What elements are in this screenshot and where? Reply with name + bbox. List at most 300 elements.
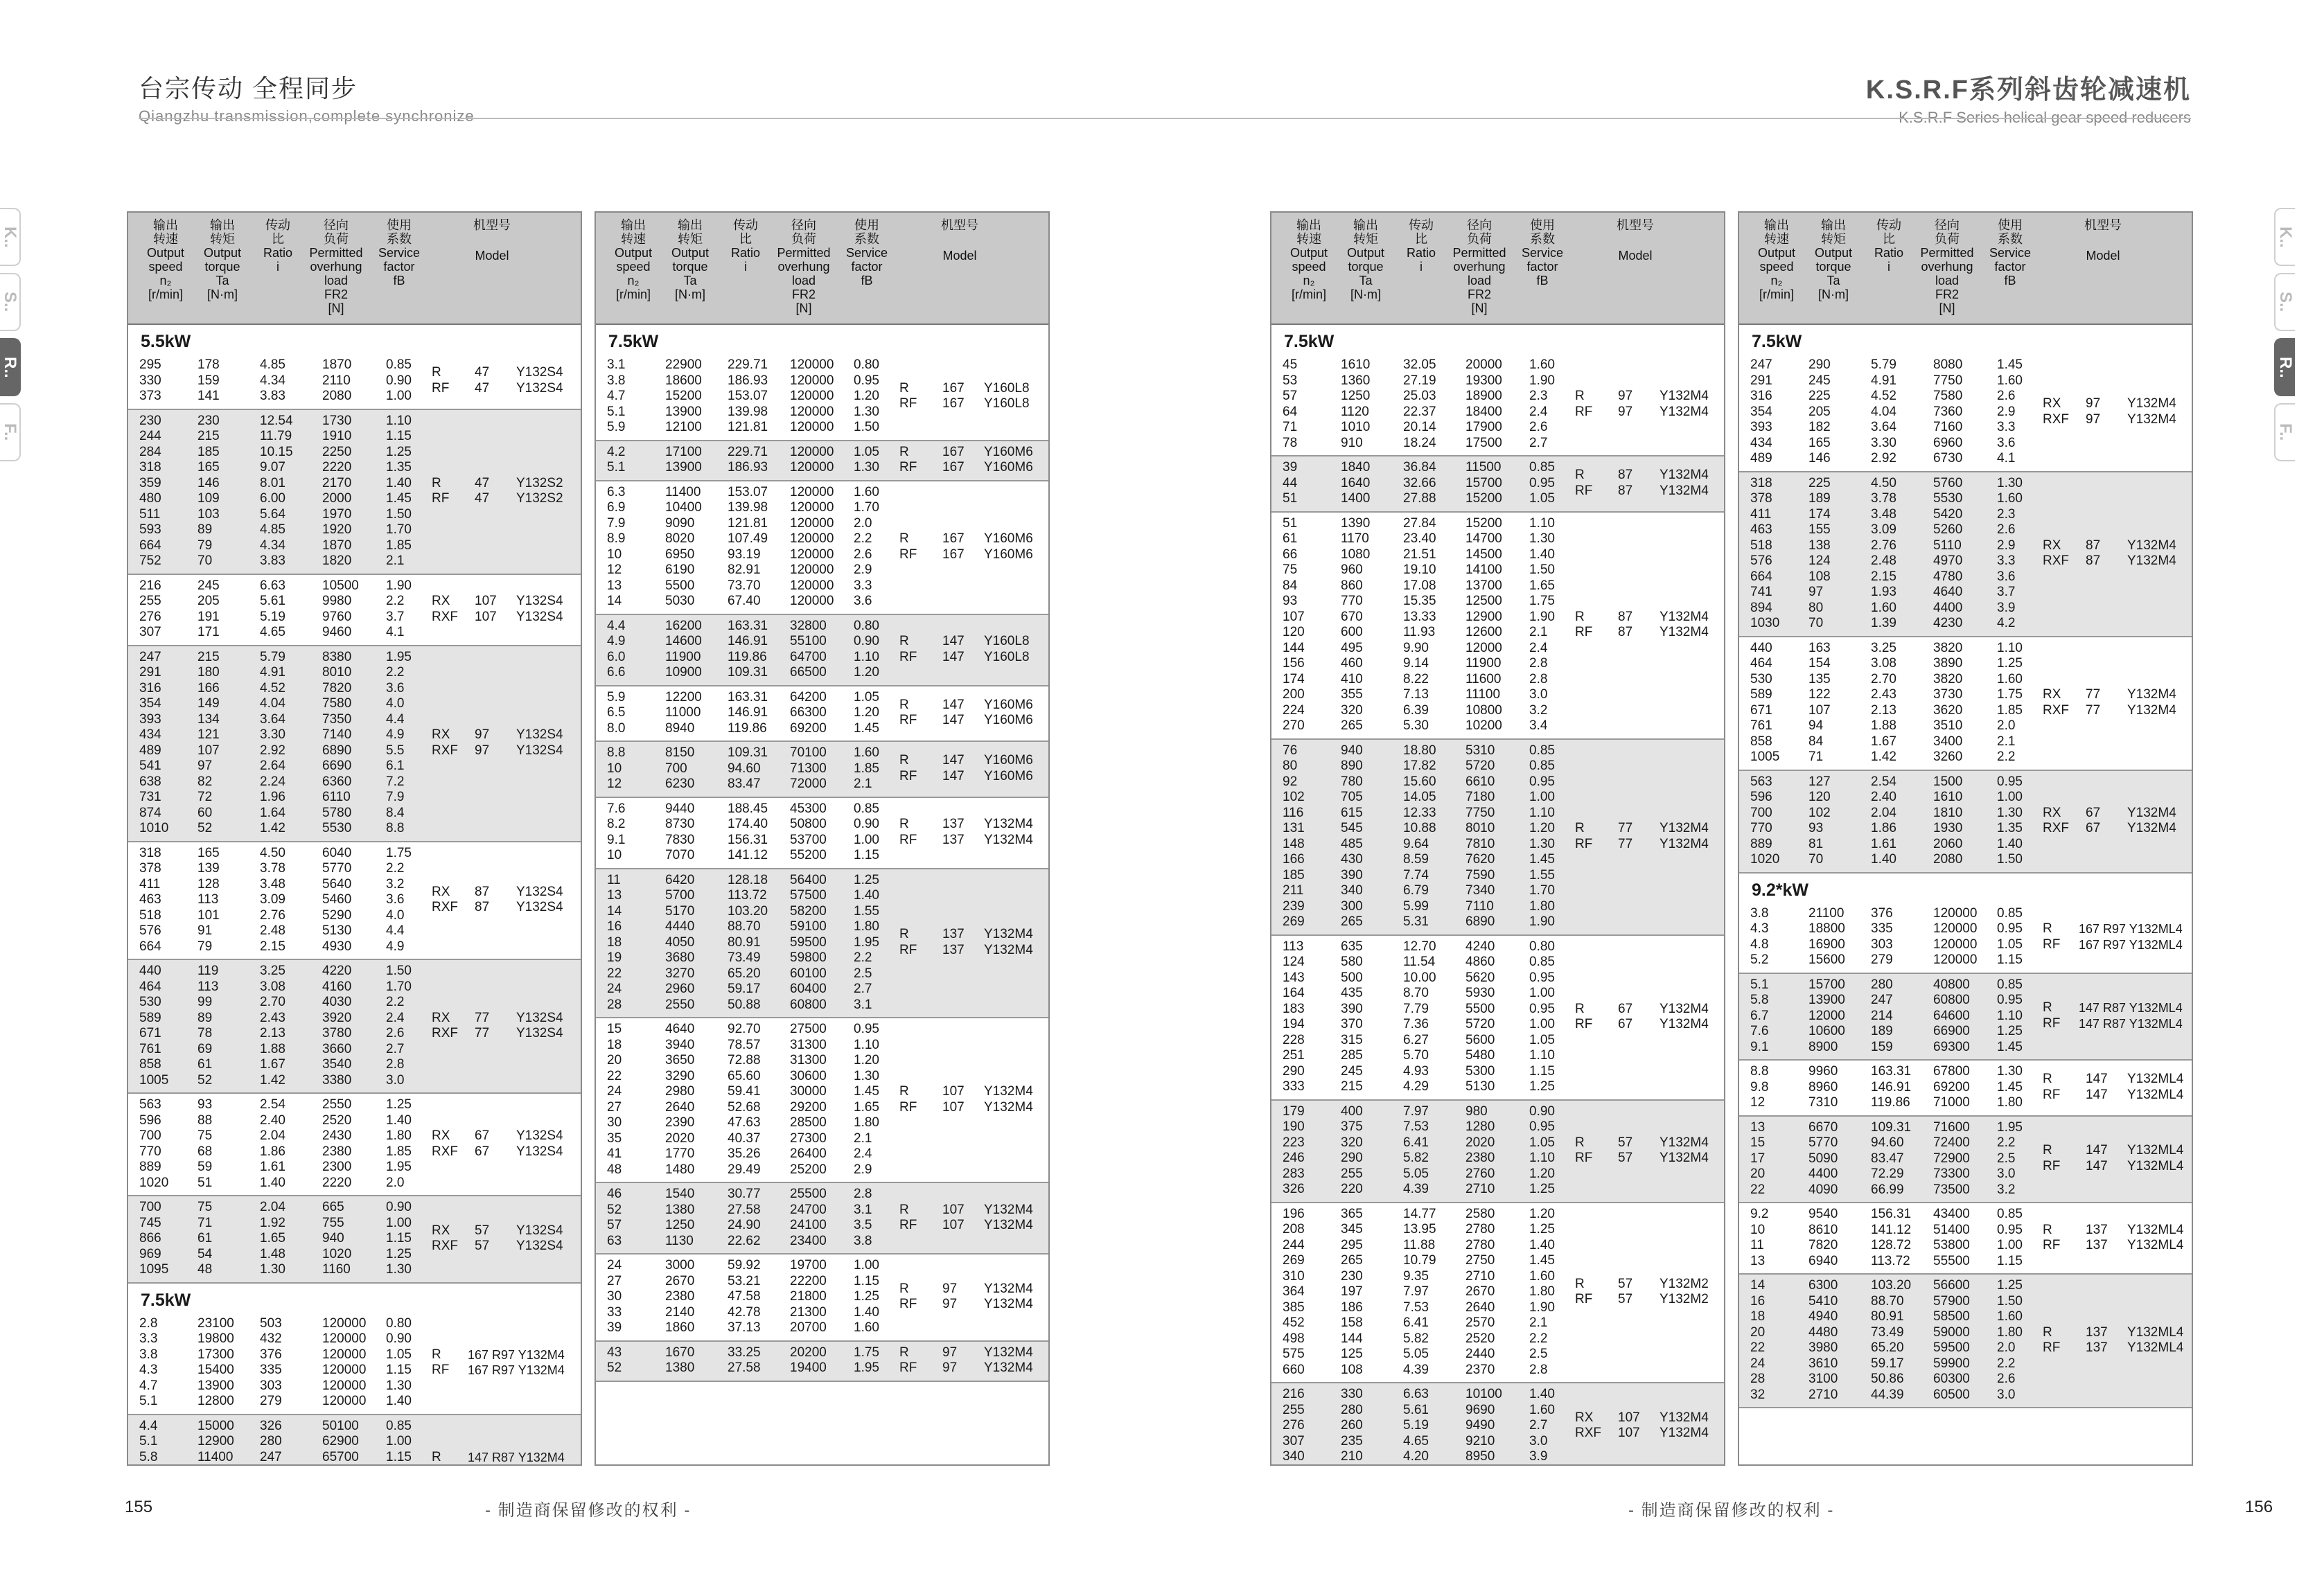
table-section bbox=[1739, 1275, 2192, 1408]
table-row bbox=[128, 357, 581, 373]
table-cell: 2.7 bbox=[1529, 435, 1548, 450]
table-cell: 5290 bbox=[322, 907, 352, 923]
table-cell: 107 bbox=[197, 743, 220, 758]
table-row bbox=[1271, 774, 1724, 790]
column-header-cn: 输出 转矩 bbox=[1821, 218, 1846, 246]
table-cell: 2.40 bbox=[1871, 790, 1896, 804]
header-right-en: K.S.R.F Series helical gear speed reducers bbox=[1899, 109, 2191, 126]
table-cell: 1.40 bbox=[386, 1394, 412, 1408]
table-cell: 5700 bbox=[665, 888, 695, 903]
table-cell: 120000 bbox=[1933, 905, 1978, 921]
model-type: RX RXF bbox=[432, 1223, 458, 1254]
table-cell: 197 bbox=[1341, 1284, 1363, 1299]
table-cell: 1.80 bbox=[854, 919, 879, 934]
table-cell: 69200 bbox=[790, 720, 827, 736]
table-cell: 1.40 bbox=[260, 1175, 285, 1190]
model-size: 57 57 bbox=[1618, 1276, 1633, 1307]
table-cell: 163.31 bbox=[728, 618, 768, 633]
table-cell: 120000 bbox=[790, 460, 834, 475]
table-cell: 660 bbox=[1283, 1362, 1305, 1377]
table-cell: 2.0 bbox=[386, 1175, 405, 1190]
table-cell: 25.03 bbox=[1403, 389, 1436, 403]
table-row bbox=[128, 650, 581, 666]
power-rating-title: 7.5kW bbox=[608, 332, 659, 351]
side-tab-s[interactable]: S.. bbox=[0, 273, 21, 331]
table-cell: 7580 bbox=[322, 696, 352, 711]
table-cell: 99 bbox=[197, 995, 213, 1009]
table-row bbox=[596, 705, 1048, 721]
table-cell: 0.90 bbox=[386, 1200, 412, 1214]
table-cell: 2520 bbox=[322, 1112, 352, 1128]
model-type: RX RXF bbox=[2043, 805, 2069, 835]
table-cell: 3.30 bbox=[260, 727, 285, 742]
table-cell: 59.92 bbox=[728, 1258, 761, 1273]
table-cell: 0.90 bbox=[854, 817, 879, 831]
table-cell: 960 bbox=[1341, 562, 1363, 577]
table-cell: 1.40 bbox=[1529, 547, 1555, 562]
table-cell: 5410 bbox=[1808, 1293, 1838, 1309]
table-cell: 156.31 bbox=[728, 832, 768, 847]
table-cell: 2670 bbox=[1465, 1284, 1495, 1299]
table-cell: 1.42 bbox=[1871, 750, 1896, 764]
table-row bbox=[1739, 656, 2192, 672]
table-section bbox=[1739, 1203, 2192, 1275]
table-cell: 1.60 bbox=[1871, 600, 1896, 615]
side-tab-f[interactable]: F.. bbox=[0, 403, 21, 461]
table-cell: 43 bbox=[607, 1345, 622, 1360]
table-row bbox=[1739, 1151, 2192, 1167]
side-tab-k[interactable]: K.. bbox=[0, 208, 21, 266]
column-header-cn: 机型号 bbox=[941, 218, 978, 232]
table-row bbox=[596, 1115, 1048, 1131]
table-cell: 18.24 bbox=[1403, 435, 1436, 450]
table-cell: 3.9 bbox=[1997, 600, 2016, 615]
column-header-cn: 输出 转矩 bbox=[210, 218, 235, 246]
table-cell: 79 bbox=[197, 939, 213, 954]
table-cell: 70100 bbox=[790, 745, 827, 760]
table-cell: 40.37 bbox=[728, 1131, 761, 1146]
table-cell: 1870 bbox=[322, 538, 352, 553]
column-header-unit: FR2 [N] bbox=[1935, 287, 1959, 315]
table-cell: 4.39 bbox=[1403, 1362, 1429, 1377]
table-cell: 7.13 bbox=[1403, 687, 1429, 702]
table-cell: 307 bbox=[1283, 1433, 1305, 1448]
column-header-cn: 传动 比 bbox=[1409, 218, 1434, 246]
table-cell: 2.43 bbox=[1871, 687, 1896, 702]
table-cell: 1390 bbox=[1341, 515, 1371, 531]
table-section bbox=[596, 742, 1048, 798]
table-cell: 3.08 bbox=[1871, 656, 1896, 671]
side-tab-r[interactable]: R.. bbox=[0, 338, 21, 396]
table-cell: 7.6 bbox=[1750, 1024, 1769, 1038]
table-cell: 27.19 bbox=[1403, 373, 1436, 388]
table-cell: 1.15 bbox=[854, 848, 879, 862]
side-tab-f[interactable]: F.. bbox=[2274, 403, 2295, 461]
table-cell: 731 bbox=[139, 790, 161, 804]
table-cell: 1.50 bbox=[386, 964, 412, 978]
table-cell: 45300 bbox=[790, 801, 827, 816]
table-cell: 6230 bbox=[665, 777, 695, 791]
table-cell: 128.18 bbox=[728, 872, 768, 887]
table-cell: 354 bbox=[1750, 404, 1772, 419]
table-cell: 80.91 bbox=[1871, 1309, 1904, 1324]
table-cell: 1.40 bbox=[1871, 852, 1896, 867]
table-cell: 1.85 bbox=[386, 538, 412, 553]
table-cell: 980 bbox=[1465, 1103, 1488, 1119]
table-cell: 70 bbox=[1808, 852, 1824, 867]
table-cell: 1.05 bbox=[1529, 491, 1555, 506]
table-cell: 9.35 bbox=[1403, 1268, 1429, 1284]
table-cell: 2.9 bbox=[1997, 538, 2016, 553]
column-header-unit: Ta [N·m] bbox=[207, 274, 238, 301]
motor-model: Y132S4 Y132S4 bbox=[516, 727, 563, 758]
table-row bbox=[596, 562, 1048, 578]
table-cell: 3.0 bbox=[1997, 1167, 2016, 1181]
table-cell: 460 bbox=[1341, 656, 1363, 671]
table-cell: 393 bbox=[1750, 420, 1772, 434]
table-cell: 13 bbox=[1750, 1253, 1766, 1268]
table-cell: 120 bbox=[1283, 625, 1305, 639]
table-cell: 55200 bbox=[790, 848, 827, 862]
table-cell: 269 bbox=[1283, 1253, 1305, 1268]
table-cell: 13 bbox=[607, 578, 622, 593]
table-row bbox=[1271, 1151, 1724, 1167]
table-cell: 48 bbox=[197, 1262, 213, 1277]
table-cell: 11500 bbox=[1465, 460, 1502, 475]
table-cell: 4220 bbox=[322, 964, 352, 978]
table-cell: 1.70 bbox=[386, 522, 412, 537]
table-cell: 10500 bbox=[322, 578, 359, 593]
table-cell: 55100 bbox=[790, 634, 827, 648]
table-cell: 109.31 bbox=[728, 665, 768, 680]
column-header bbox=[375, 218, 423, 287]
table-row bbox=[1271, 914, 1724, 930]
table-cell: 6890 bbox=[322, 743, 352, 758]
table-cell: 182 bbox=[1808, 420, 1831, 434]
table-cell: 72900 bbox=[1933, 1151, 1970, 1166]
table-cell: 2170 bbox=[322, 475, 352, 490]
table-cell: 33.25 bbox=[728, 1345, 761, 1360]
header-right-cn: K.S.R.F系列斜齿轮减速机 bbox=[1865, 76, 2191, 105]
table-cell: 60800 bbox=[1933, 993, 1970, 1007]
table-cell: 1.60 bbox=[1997, 671, 2023, 686]
table-cell: 2.7 bbox=[854, 982, 872, 996]
table-row bbox=[596, 1187, 1048, 1203]
table-cell: 2.5 bbox=[1529, 1347, 1548, 1361]
table-cell: 18 bbox=[1750, 1309, 1766, 1324]
table-cell: 1.15 bbox=[386, 429, 412, 443]
table-cell: 889 bbox=[1750, 836, 1772, 851]
table-cell: 1.60 bbox=[1997, 491, 2023, 506]
table-cell: 2.2 bbox=[1997, 750, 2016, 764]
table-cell: 12.54 bbox=[260, 413, 293, 428]
table-cell: 120000 bbox=[322, 1347, 367, 1362]
table-cell: 1.00 bbox=[1997, 790, 2023, 804]
model-type: RX RXF bbox=[2043, 538, 2069, 568]
table-cell: 12900 bbox=[1465, 609, 1502, 624]
table-cell: 3980 bbox=[1808, 1340, 1838, 1355]
table-section bbox=[596, 1183, 1048, 1254]
table-cell: 2.0 bbox=[1997, 1340, 2016, 1355]
motor-model: Y132M4 Y132M4 bbox=[1660, 389, 1709, 419]
table-cell: 3660 bbox=[322, 1041, 352, 1056]
table-cell: 146.91 bbox=[1871, 1079, 1912, 1094]
table-cell: 1280 bbox=[1465, 1119, 1495, 1134]
table-cell: 1.90 bbox=[1529, 1300, 1555, 1315]
table-cell: 57500 bbox=[790, 888, 827, 903]
table-cell: 518 bbox=[1750, 538, 1772, 553]
table-cell: 761 bbox=[1750, 718, 1772, 733]
table-cell: 103 bbox=[197, 506, 220, 522]
table-cell: 600 bbox=[1341, 625, 1363, 639]
table-cell: 1.20 bbox=[854, 665, 879, 680]
table-cell: 73500 bbox=[1933, 1182, 1970, 1197]
table-cell: 770 bbox=[139, 1144, 161, 1159]
table-cell: 5420 bbox=[1933, 506, 1963, 522]
table-cell: 35 bbox=[607, 1131, 622, 1146]
table-cell: 24 bbox=[607, 1084, 622, 1099]
table-cell: 1.75 bbox=[1997, 687, 2023, 702]
table-cell: 12000 bbox=[1808, 1008, 1845, 1023]
table-cell: 22900 bbox=[665, 357, 702, 372]
table-cell: 2.3 bbox=[1529, 389, 1548, 403]
model-size: 107 107 bbox=[942, 1084, 965, 1115]
table-cell: 1005 bbox=[139, 1072, 169, 1088]
table-cell: 58500 bbox=[1933, 1309, 1970, 1324]
table-cell: 186.93 bbox=[728, 373, 768, 388]
table-cell: 144 bbox=[1283, 640, 1305, 655]
table-cell: 6.27 bbox=[1403, 1032, 1429, 1047]
column-header bbox=[1986, 218, 2034, 287]
table-cell: 745 bbox=[139, 1215, 161, 1230]
table-cell: 29200 bbox=[790, 1099, 827, 1115]
table-cell: 3.9 bbox=[1529, 1449, 1548, 1464]
table-cell: 88.70 bbox=[728, 919, 761, 934]
table-cell: 53 bbox=[1283, 373, 1298, 388]
table-section bbox=[128, 1415, 581, 1466]
table-cell: 3.2 bbox=[1997, 1182, 2016, 1197]
table-cell: 120000 bbox=[790, 531, 834, 546]
table-cell: 1610 bbox=[1341, 357, 1371, 372]
table-cell: 8080 bbox=[1933, 357, 1963, 372]
table-cell: 563 bbox=[139, 1097, 161, 1112]
table-cell: 27300 bbox=[790, 1131, 827, 1146]
side-tab-s[interactable]: S.. bbox=[2274, 273, 2295, 331]
table-cell: 158 bbox=[1341, 1315, 1363, 1330]
table-cell: 125 bbox=[1341, 1347, 1363, 1361]
motor-model: 147 R87 Y132ML4 147 R87 Y132ML4 bbox=[2079, 1001, 2183, 1031]
table-cell: 1.10 bbox=[1529, 515, 1555, 531]
table-cell: 290 bbox=[1341, 1151, 1363, 1165]
table-cell: 761 bbox=[139, 1041, 161, 1056]
table-cell: 6040 bbox=[322, 845, 352, 860]
table-cell: 7.6 bbox=[607, 801, 626, 816]
table-row bbox=[596, 904, 1048, 920]
table-cell: 69 bbox=[197, 1041, 213, 1056]
table-cell: 24 bbox=[607, 1258, 622, 1273]
table-cell: 1380 bbox=[665, 1202, 695, 1217]
table-cell: 1.05 bbox=[1529, 1135, 1555, 1150]
table-cell: 8940 bbox=[665, 720, 695, 736]
table-cell: 70 bbox=[197, 553, 213, 568]
table-row bbox=[1271, 625, 1724, 641]
table-row bbox=[1271, 883, 1724, 899]
table-cell: 44.39 bbox=[1871, 1387, 1904, 1402]
table-row bbox=[128, 1057, 581, 1073]
column-header-en: Ratio bbox=[1874, 246, 1904, 260]
table-row bbox=[128, 1097, 581, 1113]
table-cell: 42.78 bbox=[728, 1304, 761, 1320]
table-cell: 1.60 bbox=[1997, 373, 2023, 388]
table-cell: 665 bbox=[322, 1200, 344, 1214]
table-cell: 10800 bbox=[1465, 702, 1502, 718]
table-cell: 1.10 bbox=[386, 413, 412, 428]
table-cell: 75 bbox=[197, 1200, 213, 1214]
table-row bbox=[128, 1316, 581, 1332]
table-cell: 24.90 bbox=[728, 1218, 761, 1232]
table-cell: 89 bbox=[197, 1010, 213, 1025]
table-row bbox=[1739, 1135, 2192, 1151]
table-row bbox=[596, 721, 1048, 737]
table-cell: 21800 bbox=[790, 1289, 827, 1304]
motor-model: Y132M4 Y132M4 bbox=[1660, 821, 1709, 851]
table-row bbox=[1271, 1222, 1724, 1238]
table-cell: 215 bbox=[197, 649, 220, 664]
table-cell: 700 bbox=[139, 1200, 161, 1214]
column-header-unit: Ta [N·m] bbox=[1818, 274, 1849, 301]
side-tab-r[interactable]: R.. bbox=[2274, 338, 2295, 396]
table-section bbox=[1271, 325, 1724, 456]
table-cell: 4.1 bbox=[386, 625, 405, 639]
table-cell: 2.40 bbox=[260, 1112, 285, 1128]
column-header-en: Service factor bbox=[1521, 246, 1564, 274]
table-cell: 1020 bbox=[1750, 852, 1780, 867]
table-cell: 280 bbox=[1341, 1402, 1363, 1417]
table-cell: 229.71 bbox=[728, 357, 768, 372]
table-row bbox=[596, 373, 1048, 389]
table-cell: 390 bbox=[1341, 1001, 1363, 1016]
table-cell: 166 bbox=[197, 680, 220, 695]
table-cell: 247 bbox=[260, 1449, 282, 1464]
table-row bbox=[1271, 1048, 1724, 1064]
table-cell: 128.72 bbox=[1871, 1238, 1912, 1252]
table-cell: 27500 bbox=[790, 1022, 827, 1036]
table-cell: 500 bbox=[1341, 970, 1363, 985]
table-cell: 503 bbox=[260, 1315, 282, 1331]
table-cell: 7160 bbox=[1933, 420, 1963, 434]
table-cell: 5300 bbox=[1465, 1063, 1495, 1079]
table-cell: 1130 bbox=[665, 1233, 694, 1248]
table-cell: 8.8 bbox=[386, 821, 405, 835]
table-row bbox=[128, 625, 581, 641]
table-row bbox=[1271, 1269, 1724, 1285]
column-header bbox=[1445, 218, 1514, 315]
table-row bbox=[596, 1146, 1048, 1162]
table-cell: 345 bbox=[1341, 1222, 1363, 1236]
table-cell: 2220 bbox=[322, 1175, 352, 1190]
table-cell: 498 bbox=[1283, 1331, 1305, 1346]
table-cell: 0.95 bbox=[1529, 1001, 1555, 1016]
table-row bbox=[596, 1258, 1048, 1274]
table-row bbox=[128, 460, 581, 476]
table-cell: 1.25 bbox=[386, 444, 412, 459]
table-cell: 1.88 bbox=[1871, 718, 1896, 733]
table-cell: 1.65 bbox=[854, 1099, 879, 1115]
table-cell: 62900 bbox=[322, 1434, 359, 1448]
table-cell: 1840 bbox=[1341, 460, 1371, 475]
table-cell: 1.90 bbox=[1529, 373, 1555, 388]
table-cell: 121 bbox=[197, 727, 220, 742]
table-cell: 50.86 bbox=[1871, 1372, 1904, 1386]
table-row bbox=[596, 1162, 1048, 1178]
table-cell: 434 bbox=[139, 727, 161, 742]
table-cell: 2.24 bbox=[260, 774, 285, 789]
table-cell: 3540 bbox=[322, 1057, 352, 1072]
table-cell: 1.45 bbox=[386, 491, 412, 506]
table-cell: 22.62 bbox=[728, 1233, 761, 1248]
table-cell: 1970 bbox=[322, 506, 352, 522]
table-cell: 2380 bbox=[322, 1144, 352, 1159]
column-header-cn: 径向 负荷 bbox=[791, 218, 816, 246]
table-cell: 245 bbox=[197, 578, 220, 593]
table-row bbox=[1271, 852, 1724, 868]
table-cell: 4.91 bbox=[260, 665, 285, 680]
side-tab-k[interactable]: K.. bbox=[2274, 208, 2295, 266]
table-row bbox=[1271, 837, 1724, 853]
table-cell: 18600 bbox=[665, 373, 702, 388]
table-header bbox=[128, 213, 581, 325]
table-row bbox=[1271, 420, 1724, 436]
table-cell: 1170 bbox=[1341, 531, 1369, 546]
table-row bbox=[596, 578, 1048, 594]
table-cell: 9090 bbox=[665, 515, 695, 531]
table-cell: 1.00 bbox=[386, 1215, 412, 1230]
table-cell: 1.10 bbox=[854, 1037, 879, 1052]
table-cell: 120000 bbox=[322, 1331, 367, 1346]
table-cell: 1.70 bbox=[386, 979, 412, 994]
table-cell: 25500 bbox=[790, 1187, 827, 1201]
table-cell: 1.50 bbox=[386, 506, 412, 522]
table-cell: 1730 bbox=[322, 413, 352, 428]
table-cell: 4.4 bbox=[607, 618, 626, 633]
table-cell: 1.20 bbox=[854, 1053, 879, 1067]
table-cell: 2.8 bbox=[1529, 1362, 1548, 1377]
table-cell: 1860 bbox=[665, 1320, 695, 1335]
model-size: 77 77 bbox=[1618, 821, 1633, 851]
table-cell: 31300 bbox=[790, 1053, 827, 1067]
table-cell: 120000 bbox=[790, 500, 834, 515]
table-row bbox=[1271, 899, 1724, 915]
table-cell: 12600 bbox=[1465, 625, 1502, 639]
table-cell: 291 bbox=[1750, 373, 1772, 388]
table-cell: 2.8 bbox=[854, 1187, 872, 1201]
table-cell: 190 bbox=[1283, 1119, 1305, 1134]
table-cell: 113 bbox=[1283, 939, 1304, 954]
table-cell: 80 bbox=[1808, 600, 1824, 615]
table-cell: 185 bbox=[197, 444, 220, 459]
model-type: R RF bbox=[899, 697, 917, 728]
table-cell: 378 bbox=[1750, 491, 1772, 506]
table-cell: 92 bbox=[1283, 774, 1298, 789]
motor-model: Y132S4 Y132S4 bbox=[516, 1128, 563, 1159]
table-row bbox=[596, 1320, 1048, 1336]
motor-model: Y132M4 Y132M4 bbox=[984, 1084, 1033, 1115]
table-cell: 3.6 bbox=[1997, 435, 2016, 450]
table-cell: 2.3 bbox=[1997, 506, 2016, 522]
table-cell: 0.95 bbox=[1529, 475, 1555, 490]
table-cell: 61 bbox=[197, 1231, 213, 1245]
table-cell: 107 bbox=[1283, 609, 1305, 624]
